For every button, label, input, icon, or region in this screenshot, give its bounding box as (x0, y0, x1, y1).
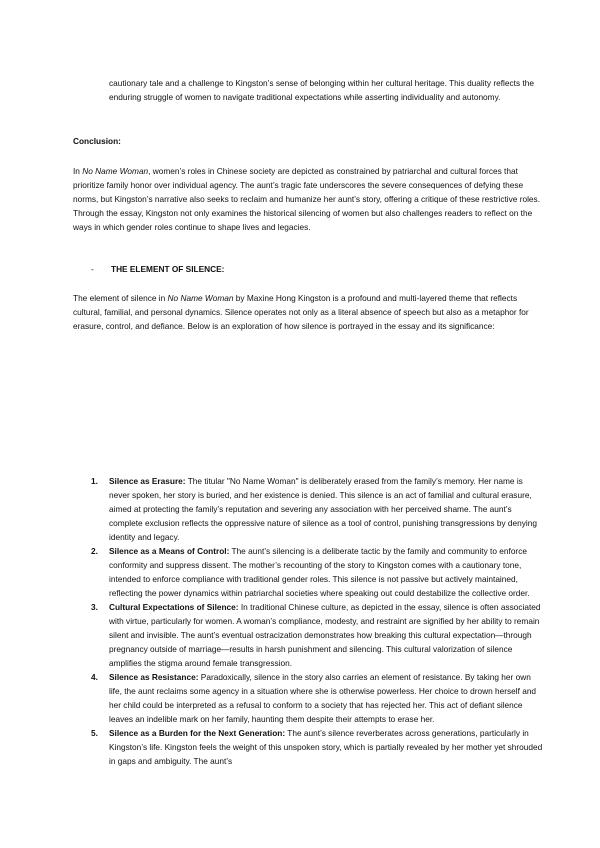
conclusion-post: , women’s roles in Chinese society are depicted as constrained by patriarchal and cultural forces that prioritize family honor over individual agency. The aunt’s tragic fate underscores the severe consequences of defying these norms, but Kingston’s narrative also seeks to reclaim and humanize her aunt’s story, offering a critique of these restrictive roles. Through the essay, Kingston not only examines the historical silencing of women but also challenges readers to reflect on the ways in which gender roles continue to shape lives and legacies. (73, 166, 541, 232)
list-item-text: The aunt’s silence reverberates across generations, particularly in Kingston’s life. Kingston feels the weight of this unspoken story, which is partially revealed by her mother yet shrouded in gaps and ambiguity. The aunt’s (109, 728, 543, 766)
list-item (91, 670, 543, 726)
list-item-term: Cultural Expectations of Silence: (109, 602, 239, 612)
silence-intro-title: No Name Woman (167, 293, 234, 303)
list-item-number: 4. (91, 672, 98, 682)
intro-continuation: cautionary tale and a challenge to Kingston’s sense of belonging within her cultural heritage. This duality reflects the enduring struggle of women to navigate traditional expectations while asserting individuality and autonomy. (109, 78, 534, 102)
section-heading-row (91, 262, 224, 276)
list-item-number: 3. (91, 602, 98, 612)
conclusion-heading: Conclusion: (73, 136, 121, 146)
list-item-term: Silence as Erasure: (109, 476, 186, 486)
list-item (91, 600, 543, 670)
silence-list (91, 474, 543, 768)
list-item-number: 1. (91, 476, 98, 486)
list-item-term: Silence as a Means of Control: (109, 546, 230, 556)
list-item (91, 726, 543, 768)
list-item-number: 5. (91, 728, 98, 738)
list-item (91, 544, 543, 600)
list-item-number: 2. (91, 546, 98, 556)
section-heading: THE ELEMENT OF SILENCE: (111, 264, 225, 274)
section-dash: - (91, 264, 94, 274)
list-item-term: Silence as Resistance: (109, 672, 199, 682)
conclusion-paragraph (73, 164, 543, 234)
silence-intro-post: by Maxine Hong Kingston is a profound and multi-layered theme that reflects cultural, familial, and personal dynamics. Silence operates not only as a literal absence of speech but also as a metaphor for erasure, control, and defiance. Below is an exploration of how silence is portrayed in the essay and its significance: (73, 293, 529, 331)
silence-intro-paragraph (73, 291, 543, 333)
conclusion-pre: In (73, 166, 83, 176)
list-item (91, 474, 543, 544)
list-item-text: In traditional Chinese culture, as depicted in the essay, silence is often associated with virtue, particularly for women. A woman’s compliance, modesty, and restraint are signified by her ability to remain silent and invisible. The aunt’s eventual ostracization demonstrates how breaking this cultural expectation—through pregnancy outside of marriage—results in harsh punishment and silencing. This cultural valorization of silence amplifies the stigma around female transgression. (109, 602, 541, 668)
list-item-term: Silence as a Burden for the Next Generation: (109, 728, 286, 738)
list-item-text: The titular "No Name Woman" is deliberately erased from the family’s memory. Her name is never spoken, her story is buried, and her existence is denied. This silence is an act of familial and cultural erasure, aimed at protecting the family’s reputation and severing any association with her perceived shame. The aunt’s complete exclusion reflects the oppressive nature of silence as a tool of control, punishing transgressions by denying identity and legacy. (109, 476, 537, 542)
silence-intro-pre: The element of silence in (73, 293, 168, 303)
conclusion-title: No Name Woman (82, 166, 149, 176)
list-item-text: Paradoxically, silence in the story also carries an element of resistance. By taking her own life, the aunt reclaims some agency in a situation where she is otherwise powerless. Her choice to drown herself and her child could be interpreted as a refusal to conform to a society that has rejected her. This act of defiant silence leaves an indelible mark on her family, haunting them despite their attempts to erase her. (109, 672, 537, 724)
list-item-text: The aunt’s silencing is a deliberate tactic by the family and community to enforce conformity and suppress dissent. The mother’s recounting of the story to Kingston comes with a cautionary tone, intended to enforce compliance with traditional gender roles. This silence is not passive but actively maintained, reflecting the power dynamics within patriarchal societies where speaking out could destabilize the collective order. (109, 546, 530, 598)
